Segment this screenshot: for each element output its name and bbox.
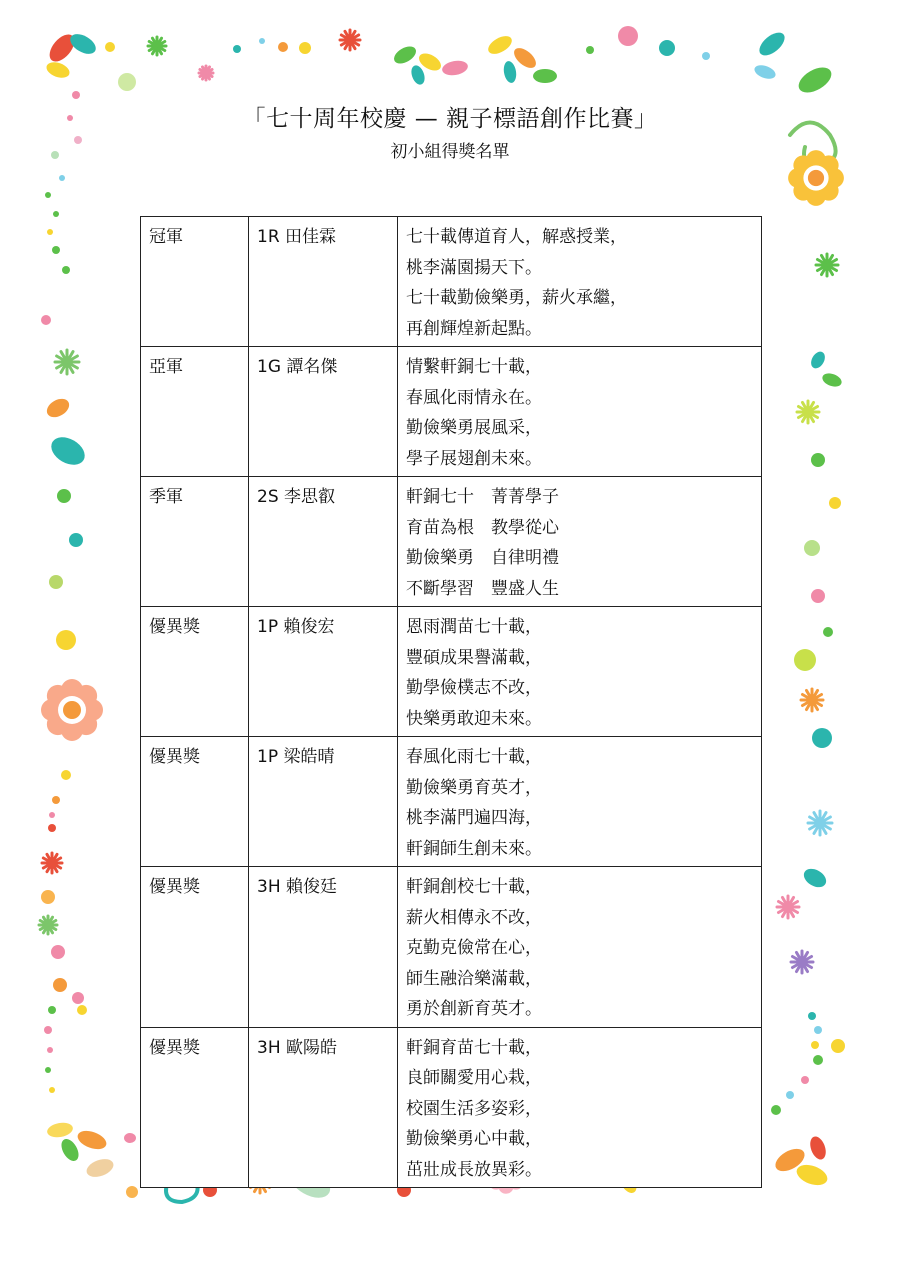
dot-decoration [126, 1186, 138, 1198]
dot-decoration [53, 978, 67, 992]
slogan-line: 勤學儉樸志不改， [406, 678, 542, 698]
slogan-line: 校園生活多姿彩， [406, 1098, 542, 1119]
prize-cell [141, 737, 249, 867]
prize-label: 冠軍 [149, 227, 183, 247]
slogan-line: 薪火相傳永不改， [406, 907, 542, 928]
flower-center [63, 701, 81, 719]
dot-decoration [44, 1026, 52, 1034]
dot-decoration [62, 266, 70, 274]
dot-decoration [72, 91, 80, 99]
slogan-line: 勤儉樂勇 自律明禮 [406, 548, 559, 568]
award-row [141, 347, 762, 477]
leaf-decoration [46, 1121, 74, 1139]
prize-cell [141, 607, 249, 737]
award-row [141, 217, 762, 347]
prize-label: 亞軍 [149, 357, 183, 377]
student-name: 3H 歐陽皓 [257, 1037, 338, 1058]
dot-decoration [52, 796, 60, 804]
slogan-line: 克勤克儉常在心， [406, 938, 542, 958]
award-row [141, 477, 762, 607]
leaf-decoration [391, 43, 419, 67]
slogan-line: 軒銅創校七十載， [406, 877, 542, 897]
prize-cell [141, 347, 249, 477]
dot-decoration [811, 1041, 819, 1049]
student-name: 3H 賴俊廷 [257, 877, 338, 897]
leaf-decoration [801, 865, 830, 891]
student-cell [249, 217, 398, 347]
dot-decoration [52, 246, 60, 254]
leaf-decoration [807, 1134, 828, 1161]
leaf-decoration [67, 30, 99, 58]
dot-decoration [53, 211, 59, 217]
leaf-decoration [755, 28, 788, 60]
dot-decoration [813, 1055, 823, 1065]
leaf-decoration [485, 32, 515, 57]
slogan-line: 育苗為根 教學從心 [406, 517, 559, 538]
slogan-line: 師生融洽樂滿載， [406, 968, 542, 989]
leaf-decoration [533, 69, 557, 83]
dot-decoration [586, 46, 594, 54]
leaf-decoration [441, 59, 469, 77]
slogan-line: 茁壯成長放異彩。 [406, 1159, 542, 1180]
slogan-line: 軒銅師生創未來。 [406, 838, 542, 859]
dot-decoration [51, 945, 65, 959]
dot-decoration [49, 1087, 55, 1093]
prize-label: 優異獎 [149, 1037, 200, 1058]
prize-label: 優異獎 [149, 747, 200, 767]
prize-label: 優異獎 [149, 617, 200, 637]
leaf-decoration [502, 60, 518, 84]
dot-decoration [811, 453, 825, 467]
leaf-decoration [58, 1136, 82, 1164]
award-row [141, 737, 762, 867]
slogan-cell [398, 607, 762, 737]
slogan-cell [398, 1027, 762, 1188]
dot-decoration [831, 1039, 845, 1053]
dot-decoration [814, 1026, 822, 1034]
dot-decoration [259, 38, 265, 44]
slogan-line: 勤儉樂勇展風采， [406, 418, 542, 438]
dot-decoration [829, 497, 841, 509]
dot-decoration [61, 770, 71, 780]
dot-decoration [45, 1067, 51, 1073]
dot-decoration [41, 315, 51, 325]
slogan-line: 再創輝煌新起點。 [406, 318, 542, 339]
dot-decoration [823, 627, 833, 637]
dot-decoration [811, 589, 825, 603]
slogan-line: 春風化雨情永在。 [406, 387, 542, 408]
leaf-decoration [808, 349, 827, 371]
leaf-decoration [794, 1161, 830, 1189]
dot-decoration [812, 728, 832, 748]
flower-center [808, 170, 824, 186]
dot-decoration [47, 229, 53, 235]
page-title: 「七十周年校慶 — 親子標語創作比賽」 [242, 106, 658, 132]
slogan-cell [398, 867, 762, 1028]
student-name: 1P 賴俊宏 [257, 617, 335, 637]
award-row [141, 1027, 762, 1188]
slogan-cell [398, 737, 762, 867]
dot-decoration [45, 192, 51, 198]
slogan-line: 豐碩成果譽滿載， [406, 647, 542, 668]
slogan-line: 勇於創新育英才。 [406, 999, 542, 1019]
slogan-line: 七十載傳道育人，解惑授業， [406, 227, 627, 247]
dot-decoration [48, 1006, 56, 1014]
slogan-line: 勤儉樂勇心中載， [406, 1129, 542, 1149]
award-row [141, 607, 762, 737]
leaf-decoration [46, 432, 89, 471]
slogan-line: 軒銅七十 菁菁學子 [406, 487, 559, 507]
dot-decoration [794, 649, 816, 671]
dot-decoration [801, 1076, 809, 1084]
prize-label: 季軍 [149, 487, 183, 507]
dot-decoration [786, 1091, 794, 1099]
leaf-decoration [84, 1156, 116, 1181]
leaf-decoration [44, 395, 73, 421]
prize-cell [141, 1027, 249, 1188]
slogan-line: 學子展翅創未來。 [406, 448, 542, 469]
slogan-cell [398, 477, 762, 607]
dot-decoration [57, 489, 71, 503]
leaf-decoration [409, 64, 427, 87]
student-name: 2S 李思叡 [257, 487, 336, 507]
student-cell [249, 347, 398, 477]
prize-cell [141, 477, 249, 607]
dot-decoration [49, 812, 55, 818]
award-row [141, 867, 762, 1028]
dot-decoration [105, 42, 115, 52]
slogan-line: 不斷學習 豐盛人生 [406, 578, 559, 599]
student-name: 1R 田佳霖 [257, 227, 337, 247]
dot-decoration [118, 73, 136, 91]
student-cell [249, 867, 398, 1028]
student-cell [249, 1027, 398, 1188]
prize-cell [141, 217, 249, 347]
slogan-line: 快樂勇敢迎未來。 [406, 708, 542, 729]
slogan-line: 良師關愛用心栽， [406, 1068, 542, 1088]
leaf-decoration [44, 59, 71, 80]
dot-decoration [618, 26, 638, 46]
slogan-line: 春風化雨七十載， [406, 747, 542, 767]
dot-decoration [299, 42, 311, 54]
dot-decoration [702, 52, 710, 60]
dot-decoration [72, 992, 84, 1004]
dot-decoration [47, 1047, 53, 1053]
slogan-line: 七十載勤儉樂勇，薪火承繼， [406, 288, 627, 308]
dot-decoration [41, 890, 55, 904]
leaf-decoration [75, 1127, 109, 1152]
prize-cell [141, 867, 249, 1028]
dot-decoration [69, 533, 83, 547]
slogan-cell [398, 347, 762, 477]
dot-decoration [59, 175, 65, 181]
student-cell [249, 477, 398, 607]
slogan-line: 情繫軒銅七十載， [406, 357, 542, 377]
dot-decoration [659, 40, 675, 56]
page-subtitle: 初小組得獎名單 [390, 142, 510, 162]
slogan-line: 恩雨潤苗七十載， [406, 617, 542, 637]
dot-decoration [56, 630, 76, 650]
slogan-cell [398, 217, 762, 347]
leaf-decoration [753, 63, 778, 82]
prize-label: 優異獎 [149, 877, 200, 897]
awards-table [140, 216, 762, 1188]
slogan-line: 桃李滿園揚天下。 [406, 257, 542, 278]
dot-decoration [49, 575, 63, 589]
leaf-decoration [794, 62, 835, 97]
student-cell [249, 607, 398, 737]
slogan-line: 軒銅育苗七十載， [406, 1037, 542, 1058]
student-name: 1P 梁皓晴 [257, 747, 335, 767]
dot-decoration [804, 540, 820, 556]
dot-decoration [48, 824, 56, 832]
dot-decoration [808, 1012, 816, 1020]
dot-decoration [77, 1005, 87, 1015]
student-cell [249, 737, 398, 867]
dot-decoration [771, 1105, 781, 1115]
slogan-line: 桃李滿門遍四海， [406, 808, 542, 828]
slogan-line: 勤儉樂勇育英才， [406, 777, 542, 798]
leaf-decoration [124, 1133, 136, 1143]
student-name: 1G 譚名傑 [257, 357, 338, 377]
dot-decoration [233, 45, 241, 53]
leaf-decoration [821, 371, 844, 389]
dot-decoration [278, 42, 288, 52]
